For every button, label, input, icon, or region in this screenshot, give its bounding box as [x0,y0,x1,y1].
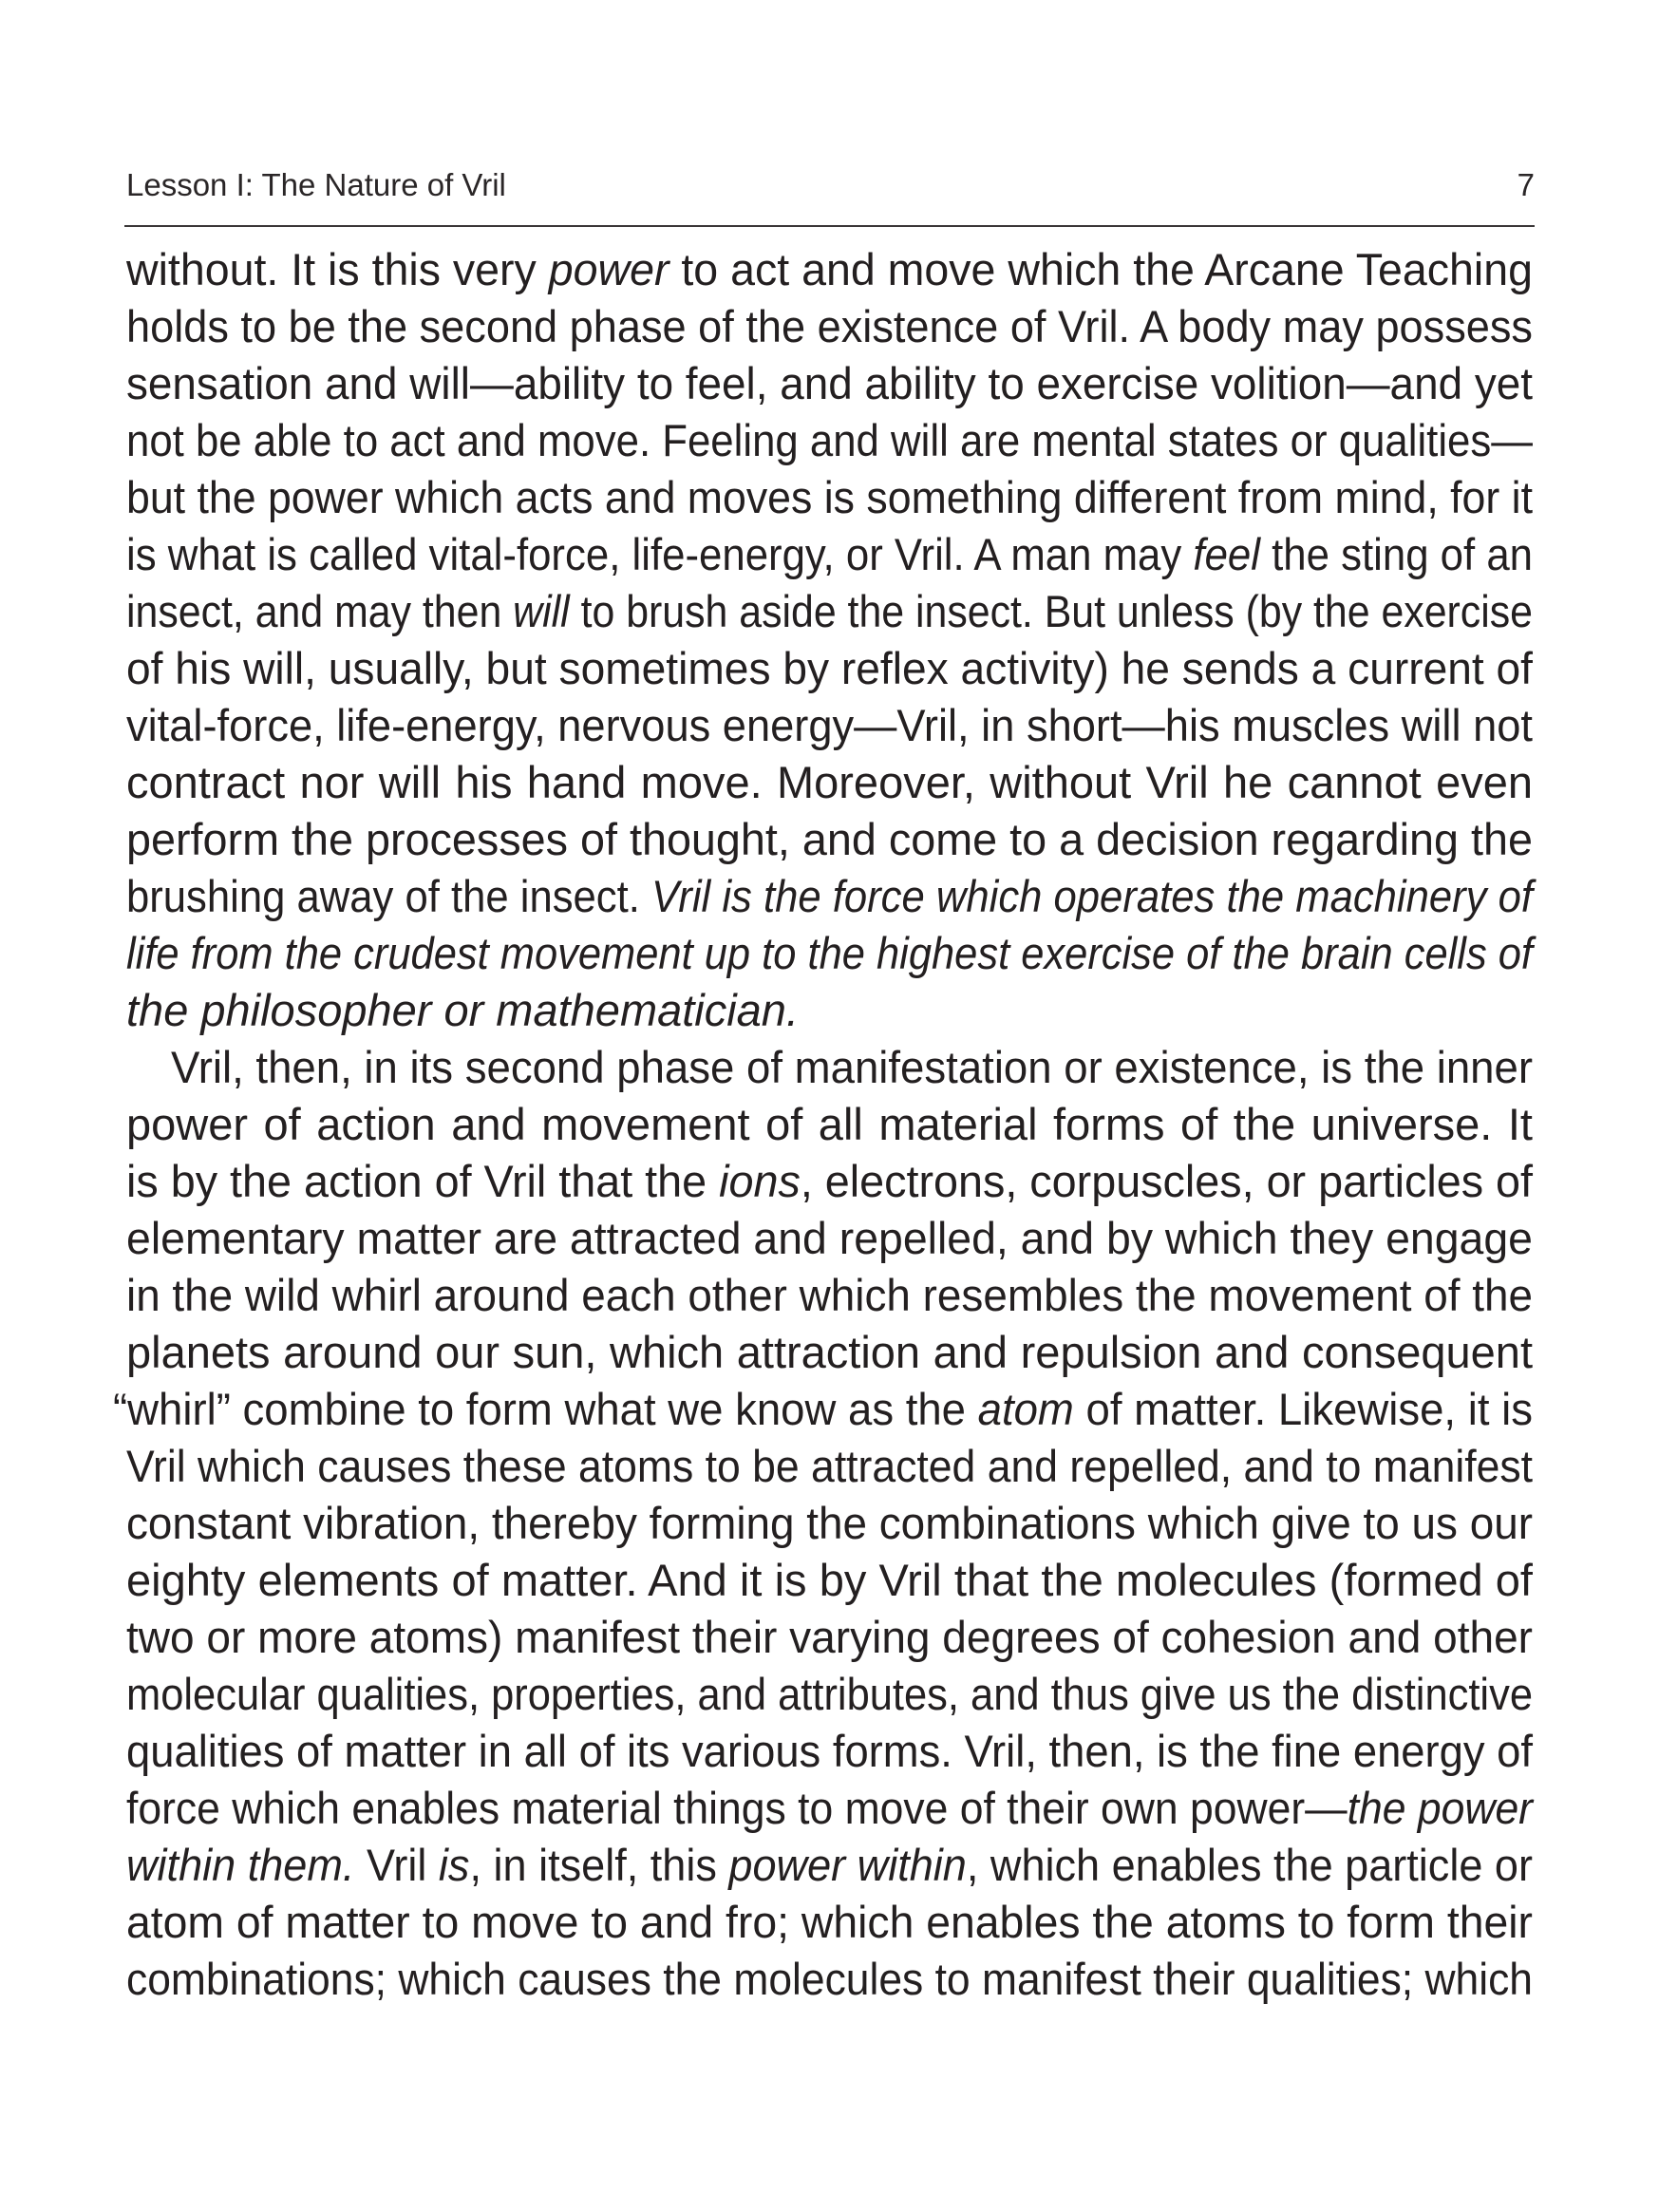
text-line-content [126,925,1533,982]
text-line [126,1552,1533,1609]
text-line [126,1324,1533,1381]
text-line-content [126,1267,1533,1324]
text-line-content [126,1894,1533,1951]
italic-text: within them. [126,1840,355,1890]
text-line-content [126,355,1533,412]
text-run: not be able to act and move. Feeling and will are mental states or qualities— [126,415,1533,465]
text-line [126,697,1533,754]
text-line [126,1780,1533,1837]
italic-text: the power [1347,1783,1533,1833]
text-run: planets around our sun, which attraction and repulsion and consequent [126,1327,1533,1377]
text-line-content [126,1666,1533,1723]
text-line-content [126,1210,1533,1267]
italic-text: atom [977,1384,1074,1434]
text-run: , electrons, corpuscles, or particles of [800,1156,1533,1206]
text-run: Vril [354,1840,439,1890]
italic-text: feel [1193,529,1260,579]
text-line [126,1153,1533,1210]
text-line [126,1723,1533,1780]
italic-text: life from the crudest movement up to the highest exercise of the brain cells of [126,928,1533,978]
text-line-content [126,412,1533,469]
text-run: insect, and may then [126,586,514,636]
text-run: eighty elements of matter. And it is by Vril that the molecules (formed of [126,1555,1533,1605]
text-line-content [126,526,1533,583]
italic-text: power [548,244,669,294]
text-line [126,298,1533,355]
text-run: of matter. Likewise, it is [1073,1384,1533,1434]
text-run: of his will, usually, but sometimes by reflex activity) he sends a current of [126,643,1533,693]
text-line-content [126,1153,1533,1210]
text-line [126,754,1533,811]
text-line [126,1096,1533,1153]
text-run: two or more atoms) manifest their varying degrees of cohesion and other [126,1612,1533,1662]
text-run: in the wild whirl around each other which resembles the movement of the [126,1270,1533,1320]
text-line-content [126,1495,1533,1552]
text-line-content [126,1780,1533,1837]
text-line [126,1438,1533,1495]
italic-text: power within [728,1840,967,1890]
text-run: but the power which acts and moves is something different from mind, for it [126,472,1533,522]
text-line [126,526,1533,583]
running-head: Lesson I: The Nature of Vril [126,167,506,202]
text-run: brushing away of the insect. [126,871,651,921]
text-line [126,1495,1533,1552]
text-line-content [126,1552,1533,1609]
text-run: , in itself, this [469,1840,729,1890]
text-run: combinations; which causes the molecules to manifest their qualities; which [126,1954,1533,2004]
text-run: elementary matter are attracted and repelled, and by which they engage [126,1213,1533,1263]
italic-text: will [513,586,570,636]
text-run: without. It is this very [126,244,549,294]
text-run: is by the action of Vril that the [126,1156,720,1206]
text-line [126,1210,1533,1267]
text-run: to brush aside the insect. But unless (by the exercise [569,586,1533,636]
text-line [126,412,1533,469]
text-run: qualities of matter in all of its various forms. Vril, then, is the fine energy of [126,1726,1533,1776]
text-line [126,1666,1533,1723]
text-run: , which enables the particle or [966,1840,1533,1890]
text-line [126,241,1533,298]
text-line-content [126,640,1533,697]
italic-text: is [438,1840,470,1890]
page-number: 7 [1517,167,1535,202]
text-line-content [126,1324,1533,1381]
text-line [126,1039,1533,1096]
text-line-content [126,583,1533,640]
text-run: force which enables material things to move of their own power— [126,1783,1348,1833]
text-line [126,1951,1533,2008]
text-line [126,925,1533,982]
text-line [126,1894,1533,1951]
italic-text: Vril is the force which operates the machinery of [650,871,1533,921]
text-run: is what is called vital-force, life-energy, or Vril. A man may [126,529,1194,579]
text-run: contract nor will his hand move. Moreover, without Vril he cannot even [126,757,1533,807]
text-line [126,1609,1533,1666]
body-text [113,241,1533,2008]
text-line [113,1381,1533,1438]
text-line-content [126,1096,1533,1153]
text-line [126,868,1533,925]
text-line-content [126,469,1533,526]
text-run: sensation and will—ability to feel, and ability to exercise volition—and yet [126,358,1533,408]
text-run: holds to be the second phase of the existence of Vril. A body may possess [126,301,1533,351]
italic-text: ions [719,1156,801,1206]
text-run: to act and move which the Arcane Teaching [669,244,1533,294]
header-rule [124,225,1535,227]
text-line-content [126,1438,1533,1495]
text-run: power of action and movement of all material forms of the universe. It [126,1099,1533,1149]
text-line [126,640,1533,697]
text-run: constant vibration, thereby forming the combinations which give to us our [126,1498,1533,1548]
text-line-content [126,754,1533,811]
text-line [126,1267,1533,1324]
text-run: the sting of an [1259,529,1533,579]
text-run: “whirl” combine to form what we know as the [113,1384,978,1434]
text-run: vital-force, life-energy, nervous energy—Vril, in short—his muscles will not [126,700,1533,750]
text-line-content [126,1951,1533,2008]
italic-text: the philosopher or mathematician. [126,985,800,1035]
text-line [126,583,1533,640]
text-line-content [171,1039,1533,1096]
text-line-content [126,1609,1533,1666]
text-run: Vril, then, in its second phase of manifestation or existence, is the inner [171,1042,1533,1092]
text-run: Vril which causes these atoms to be attracted and repelled, and to manifest [126,1441,1533,1491]
text-run: perform the processes of thought, and come to a decision regarding the [126,814,1533,864]
text-run: atom of matter to move to and fro; which enables the atoms to form their [126,1897,1533,1947]
text-line-content [126,298,1533,355]
text-line [126,811,1533,868]
text-line-content [126,811,1533,868]
text-line [126,982,1533,1039]
text-line [126,1837,1533,1894]
text-line-content [126,982,799,1039]
page-header [124,163,1535,207]
text-line [126,469,1533,526]
text-line-content [126,1723,1533,1780]
text-run: molecular qualities, properties, and attributes, and thus give us the distinctive [126,1669,1533,1719]
text-line-content [126,697,1533,754]
text-line [126,355,1533,412]
text-line-content [113,1381,1533,1438]
text-line-content [126,241,1533,298]
text-line-content [126,868,1533,925]
text-line-content [126,1837,1533,1894]
